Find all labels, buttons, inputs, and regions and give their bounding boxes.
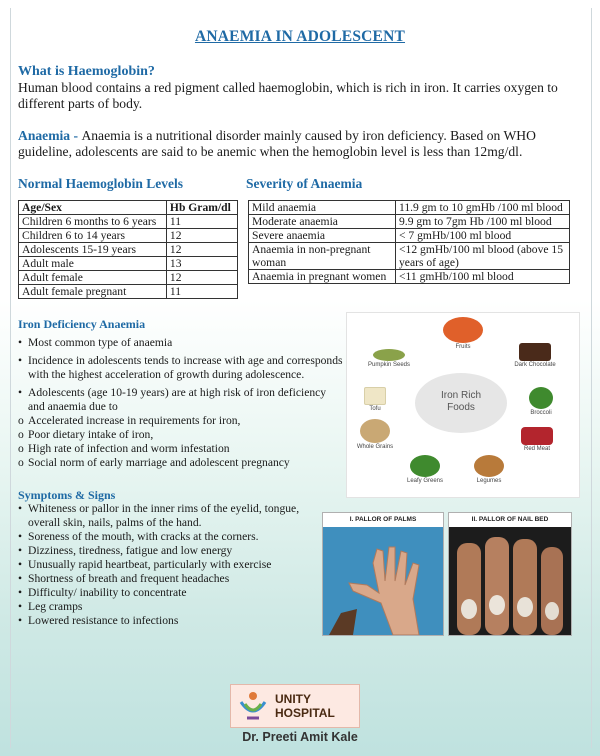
bullet-icon: • [18, 558, 23, 571]
bullet-icon: • [18, 502, 23, 515]
table-cell: Children 6 months to 6 years [19, 215, 167, 229]
list-item [18, 530, 316, 544]
leafy-greens-icon [410, 455, 440, 477]
hospital-emblem-icon [235, 688, 271, 724]
table-header-row [19, 201, 238, 215]
whole-grains-icon [360, 419, 390, 443]
fruits-icon [443, 317, 483, 343]
iron-rich-foods-center [415, 373, 507, 433]
list-item [18, 614, 316, 628]
list-item-text: Lowered resistance to infections [28, 614, 179, 627]
circle-bullet-icon: o [18, 414, 24, 427]
bullet-icon: • [18, 572, 23, 585]
food-red-meat [507, 427, 567, 452]
food-leafy-greens [395, 455, 455, 484]
logo-line1: UNITY [275, 692, 311, 706]
list-item-text: Most common type of anaemia [28, 336, 173, 349]
table-cell: 13 [166, 257, 237, 271]
logo-line2: HOSPITAL [275, 706, 335, 720]
table-cell: 12 [166, 229, 237, 243]
red-meat-icon [521, 427, 553, 445]
anaemia-text: Anaemia is a nutritional disorder mainly caused by iron deficiency. Based on WHO guideline, adolescents are said to be anemic when the hemoglobin level is less than 12mg/dl. [18, 128, 536, 159]
haemoglobin-heading: What is Haemoglobin? [18, 64, 155, 79]
severity-heading: Severity of Anaemia [246, 176, 363, 191]
haemoglobin-section [18, 64, 580, 112]
table-cell: 11 [166, 285, 237, 299]
sub-list-item [18, 456, 344, 470]
list-item-text: Adolescents (age 10-19 years) are at high risk of iron deficiency and anaemia due to [28, 386, 327, 413]
circle-bullet-icon: o [18, 456, 24, 469]
table-cell: 11 [166, 215, 237, 229]
iron-deficiency-list [18, 336, 344, 470]
list-item-text: Whiteness or pallor in the inner rims of the eyelid, tongue, overall skin, nails, palms of the hand. [28, 502, 300, 529]
normal-levels-heading: Normal Haemoglobin Levels [18, 176, 183, 191]
table-cell: 12 [166, 243, 237, 257]
food-label: Whole Grains [356, 444, 394, 450]
pallor-of-nail-bed-photo [448, 512, 572, 636]
bullet-icon: • [18, 614, 23, 627]
table-cell: Mild anaemia [249, 201, 396, 215]
palm-image [323, 513, 443, 635]
food-label: Fruits [455, 344, 471, 350]
table-cell: 12 [166, 271, 237, 285]
broccoli-icon [529, 387, 553, 409]
photo-label: II. PALLOR OF NAIL BED [449, 513, 571, 527]
table-row [249, 243, 570, 270]
sub-list-item [18, 428, 344, 442]
table-cell: Severe anaemia [249, 229, 396, 243]
list-item-text: Accelerated increase in requirements for iron, [28, 414, 241, 427]
symptoms-heading: Symptoms & Signs [18, 488, 116, 502]
table-row [19, 271, 238, 285]
food-label: Red Meat [523, 446, 550, 452]
list-item-text: Incidence in adolescents tends to increase with age and corresponds with the highest acceleration of growth during adolescence. [28, 354, 343, 381]
doctor-name: Dr. Preeti Amit Kale [242, 730, 358, 744]
table-row [19, 257, 238, 271]
table-cell: Anaemia in pregnant women [249, 270, 396, 284]
sub-list-item [18, 442, 344, 456]
anaemia-definition [18, 128, 578, 160]
table-cell: Adolescents 15-19 years [19, 243, 167, 257]
table-row [249, 229, 570, 243]
bullet-icon: • [18, 354, 23, 367]
table-row [19, 285, 238, 299]
food-dark-chocolate [505, 343, 565, 368]
food-broccoli [511, 387, 571, 416]
list-item-text: Dizziness, tiredness, fatigue and low energy [28, 544, 233, 557]
food-label: Leafy Greens [406, 478, 444, 484]
list-item [18, 354, 344, 382]
column-header: Hb Gram/dl [166, 201, 237, 215]
food-pumpkin-seeds [359, 349, 419, 368]
list-item [18, 572, 316, 586]
page-title: ANAEMIA IN ADOLESCENT [194, 28, 406, 45]
food-label: Dark Chocolate [514, 362, 556, 368]
table-row [249, 270, 570, 284]
symptoms-list [18, 502, 316, 628]
table-cell: Adult female pregnant [19, 285, 167, 299]
iron-rich-foods-illustration [346, 312, 580, 498]
circle-bullet-icon: o [18, 428, 24, 441]
table-cell: Children 6 to 14 years [19, 229, 167, 243]
list-item-text: Poor dietary intake of iron, [28, 428, 154, 441]
list-item-text: Social norm of early marriage and adolescent pregnancy [28, 456, 290, 469]
list-item [18, 544, 316, 558]
bullet-icon: • [18, 386, 23, 399]
table-row [249, 201, 570, 215]
nail-bed-image [449, 513, 571, 635]
food-label: Legumes [476, 478, 502, 484]
bullet-icon: • [18, 600, 23, 613]
bullet-icon: • [18, 544, 23, 557]
table-cell: Adult male [19, 257, 167, 271]
food-label: Tofu [369, 406, 381, 412]
food-tofu [345, 387, 405, 412]
logo-text [275, 692, 335, 720]
table-cell: 11.9 gm to 10 gmHb /100 ml blood [396, 201, 570, 215]
list-item-text: High rate of infection and worm infestation [28, 442, 230, 455]
iron-deficiency-heading: Iron Deficiency Anaemia [18, 317, 146, 331]
table-cell: <11 gmHb/100 ml blood [396, 270, 570, 284]
table-row [249, 215, 570, 229]
severity-table [248, 200, 570, 284]
bullet-icon: • [18, 336, 23, 349]
bullet-icon: • [18, 530, 23, 543]
list-item-text: Difficulty/ inability to concentrate [28, 586, 187, 599]
photo-label: I. PALLOR OF PALMS [323, 513, 443, 527]
table-row [19, 229, 238, 243]
table-cell: Moderate anaemia [249, 215, 396, 229]
table-cell: < 7 gmHb/100 ml blood [396, 229, 570, 243]
list-item-text: Unusually rapid heartbeat, particularly with exercise [28, 558, 272, 571]
legumes-icon [474, 455, 504, 477]
table-cell: 9.9 gm to 7gm Hb /100 ml blood [396, 215, 570, 229]
haemoglobin-text: Human blood contains a red pigment called haemoglobin, which is rich in iron. It carries oxygen to different parts of body. [18, 80, 558, 111]
center-label: Iron Rich Foods [440, 390, 481, 413]
pallor-of-palms-photo [322, 512, 444, 636]
column-header: Age/Sex [19, 201, 167, 215]
list-item [18, 336, 344, 350]
food-fruits [433, 317, 493, 350]
list-item [18, 558, 316, 572]
food-whole-grains [345, 419, 405, 450]
list-item [18, 386, 344, 414]
table-cell: Adult female [19, 271, 167, 285]
pumpkin-seeds-icon [373, 349, 405, 361]
sub-list-item [18, 414, 344, 428]
bullet-icon: • [18, 586, 23, 599]
list-item [18, 502, 316, 530]
list-item-text: Soreness of the mouth, with cracks at the corners. [28, 530, 259, 543]
food-label: Broccoli [530, 410, 552, 416]
table-cell: Anaemia in non-pregnant woman [249, 243, 396, 270]
table-row [19, 215, 238, 229]
food-legumes [459, 455, 519, 484]
tofu-icon [364, 387, 386, 405]
normal-levels-table [18, 200, 238, 299]
dark-chocolate-icon [519, 343, 551, 361]
circle-bullet-icon: o [18, 442, 24, 455]
list-item-text: Leg cramps [28, 600, 83, 613]
anaemia-term: Anaemia - [18, 128, 82, 143]
food-label: Pumpkin Seeds [367, 362, 411, 368]
table-cell: <12 gmHb/100 ml blood (above 15 years of age) [396, 243, 570, 270]
table-row [19, 243, 238, 257]
list-item-text: Shortness of breath and frequent headaches [28, 572, 230, 585]
unity-hospital-logo [230, 684, 360, 728]
list-item [18, 600, 316, 614]
list-item [18, 586, 316, 600]
